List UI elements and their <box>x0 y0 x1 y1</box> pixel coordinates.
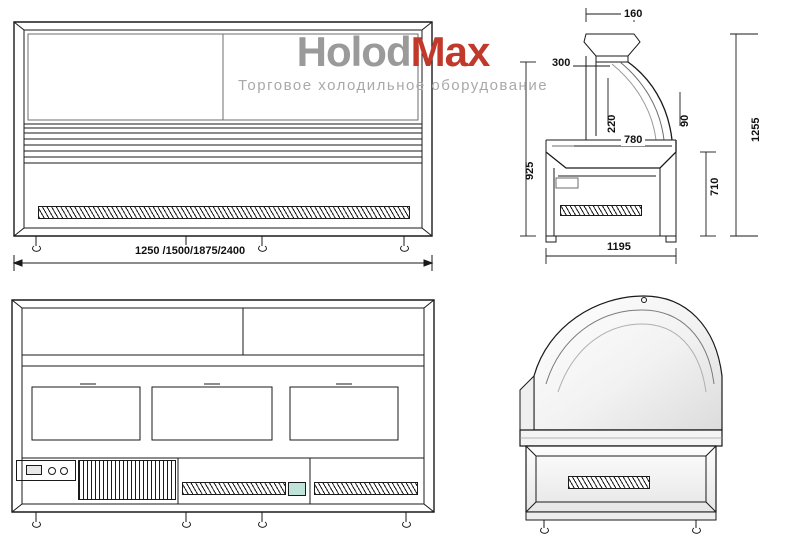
dimension-counter-height: 925 <box>524 161 536 180</box>
rear-ventilation-grille-right <box>314 482 418 495</box>
dimension-front-width: 1250 /1500/1875/2400 <box>131 245 249 257</box>
dimension-inner-depth: 220 <box>606 114 618 133</box>
side-ventilation-grille <box>560 205 642 216</box>
rear-ventilation-grille-left <box>182 482 286 495</box>
front-ventilation-grille <box>38 206 410 219</box>
dimension-overall-depth: 1195 <box>604 241 634 253</box>
dimension-top-depth: 160 <box>621 8 645 20</box>
rear-elevation-view <box>0 280 460 544</box>
dimension-display-width: 780 <box>621 134 645 146</box>
dimension-base-height: 710 <box>709 177 721 196</box>
watermark-brand-max: Max <box>410 28 490 75</box>
dimension-total-height: 1255 <box>750 117 762 142</box>
isometric-ventilation-grille <box>568 476 650 489</box>
control-indicator-icon <box>60 467 68 475</box>
control-knob-icon <box>48 467 56 475</box>
dimension-glass-height: 300 <box>549 57 573 69</box>
control-display <box>26 465 42 475</box>
watermark-tagline: Торговое холодильное оборудование <box>237 77 549 94</box>
drain-pan <box>288 482 306 496</box>
watermark-brand-holod: Holod <box>296 28 411 75</box>
isometric-view <box>500 280 786 544</box>
condenser-grille <box>78 460 176 500</box>
dimension-shelf-offset: 90 <box>679 114 691 127</box>
front-elevation-view <box>0 0 460 280</box>
